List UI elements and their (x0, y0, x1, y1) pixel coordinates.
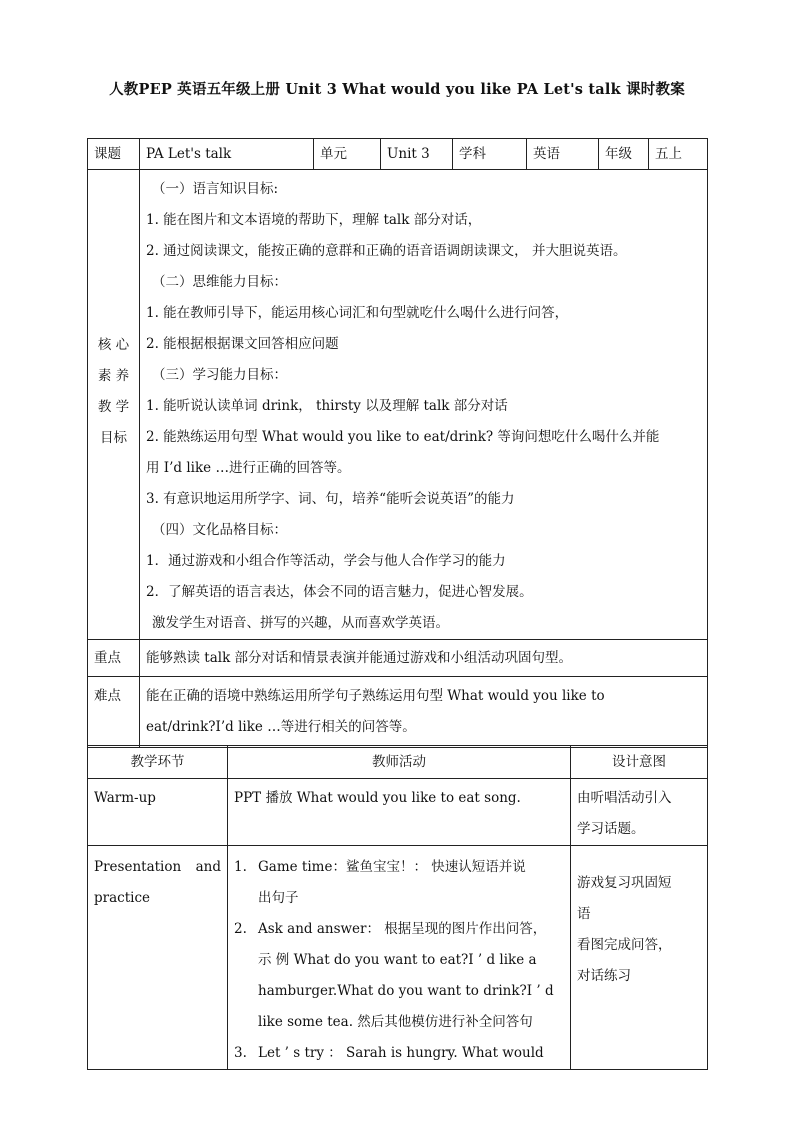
intent-line: 由听唱活动引入 (577, 790, 672, 806)
objective-line: 激发学生对语音、拼写的兴趣，从而喜欢学英语。 (152, 615, 449, 631)
activity-list (234, 852, 564, 1069)
subject-value: 英语 (527, 139, 599, 170)
activity-cell: PPT 播放 What would you like to eat song. (228, 779, 571, 846)
stage-text: Presentation (94, 859, 182, 875)
objective-heading: （二）思维能力目标： (152, 274, 287, 290)
objective-line: 1. 能在教师引导下，能运用核心词汇和句型就吃什么喝什么进行问答， (146, 305, 569, 321)
header-stage: 教学环节 (88, 746, 228, 779)
lesson-info-table (87, 138, 708, 748)
activity-line: Let ’ s try ： Sarah is hungry. What would (258, 1045, 544, 1061)
list-item (234, 914, 564, 1038)
activity-line: hamburger.What do you want to drink?I ’ d (258, 983, 554, 999)
list-item (234, 852, 564, 914)
objectives-content (140, 170, 708, 640)
page-title: 人教PEP 英语五年级上册 Unit 3 What would you like PA Let's talk 课时教案 (109, 81, 685, 98)
objective-line: 1. 能听说认读单词 drink， thirsty 以及理解 talk 部分对话 (146, 398, 508, 414)
info-row (88, 139, 708, 170)
stage-text: practice (94, 890, 150, 906)
header-activity: 教师活动 (228, 746, 571, 779)
presentation-row (88, 846, 708, 1070)
key-point-row (88, 640, 708, 677)
process-header-row (88, 746, 708, 779)
subject-label: 学科 (453, 139, 527, 170)
key-point-text: 能够熟读 talk 部分对话和情景表演并能通过游戏和小组活动巩固句型。 (140, 640, 708, 677)
stage-cell: Warm-up (88, 779, 228, 846)
activity-line: Ask and answer： 根据呈现的图片作出问答， (258, 921, 547, 937)
objective-line: 2. 能根据根据课文回答相应问题 (146, 336, 339, 352)
stage-cell (88, 846, 228, 1070)
list-number: 2. (234, 921, 247, 937)
objective-line: 3. 有意识地运用所学字、词、句，培养“能听会说英语”的能力 (146, 491, 515, 507)
objective-heading: （一）语言知识目标: (152, 181, 279, 197)
objectives-label-cell (88, 170, 140, 640)
warmup-row (88, 779, 708, 846)
list-item (234, 1038, 564, 1069)
intent-line: 学习话题。 (577, 821, 645, 837)
difficulty-line: 能在正确的语境中熟练运用所学句子熟练运用句型 What would you like to (146, 688, 605, 704)
topic-label: 课题 (88, 139, 140, 170)
stage-text: and (195, 859, 221, 875)
activity-line: like some tea. 然后其他模仿进行补全问答句 (258, 1014, 533, 1030)
objective-line: 2．了解英语的语言表达，体会不同的语言魅力，促进心智发展。 (146, 584, 533, 600)
objective-heading: （四）文化品格目标： (152, 522, 287, 538)
objective-line: 用 I’d like …进行正确的回答等。 (146, 460, 351, 476)
intent-line: 语 (577, 906, 591, 922)
grade-value: 五上 (649, 139, 708, 170)
unit-value: Unit 3 (381, 139, 453, 170)
list-number: 1. (234, 859, 247, 875)
objective-line: 1. 能在图片和文本语境的帮助下，理解 talk 部分对话， (146, 212, 482, 228)
activity-line: Game time：鲨鱼宝宝！： 快速认短语并说 (258, 859, 526, 875)
objectives-row (88, 170, 708, 640)
grade-label: 年级 (599, 139, 649, 170)
intent-cell (571, 779, 708, 846)
difficulty-content (140, 677, 708, 748)
difficulty-line: eat/drink?I’d like …等进行相关的问答等。 (146, 719, 416, 735)
header-intent: 设计意图 (571, 746, 708, 779)
activity-cell (228, 846, 571, 1070)
activity-line: 出句子 (258, 890, 299, 906)
objective-line: 2. 通过阅读课文，能按正确的意群和正确的语音语调朗读课文， 并大胆说英语。 (146, 243, 627, 259)
list-number: 3. (234, 1045, 247, 1061)
intent-cell (571, 846, 708, 1070)
unit-label: 单元 (314, 139, 381, 170)
objective-line: 1．通过游戏和小组合作等活动，学会与他人合作学习的能力 (146, 553, 506, 569)
difficulty-row (88, 677, 708, 748)
objective-heading: （三）学习能力目标： (152, 367, 287, 383)
intent-line: 对话练习 (577, 968, 631, 984)
objectives-label-line: 核 心 (97, 337, 130, 353)
teaching-process-table (87, 745, 708, 1070)
key-point-label: 重点 (88, 640, 140, 677)
objectives-label-line: 教 学 (97, 399, 130, 415)
objectives-label-line: 目标 (100, 430, 127, 446)
objectives-label-line: 素 养 (97, 368, 130, 384)
topic-value: PA Let's talk (140, 139, 314, 170)
difficulty-label: 难点 (88, 677, 140, 748)
intent-line: 看图完成问答， (577, 937, 672, 953)
objective-line: 2. 能熟练运用句型 What would you like to eat/drink? 等询问想吃什么喝什么并能 (146, 429, 660, 445)
intent-line: 游戏复习巩固短 (577, 875, 672, 891)
activity-line: 示 例 What do you want to eat?I ’ d like a (258, 952, 537, 968)
